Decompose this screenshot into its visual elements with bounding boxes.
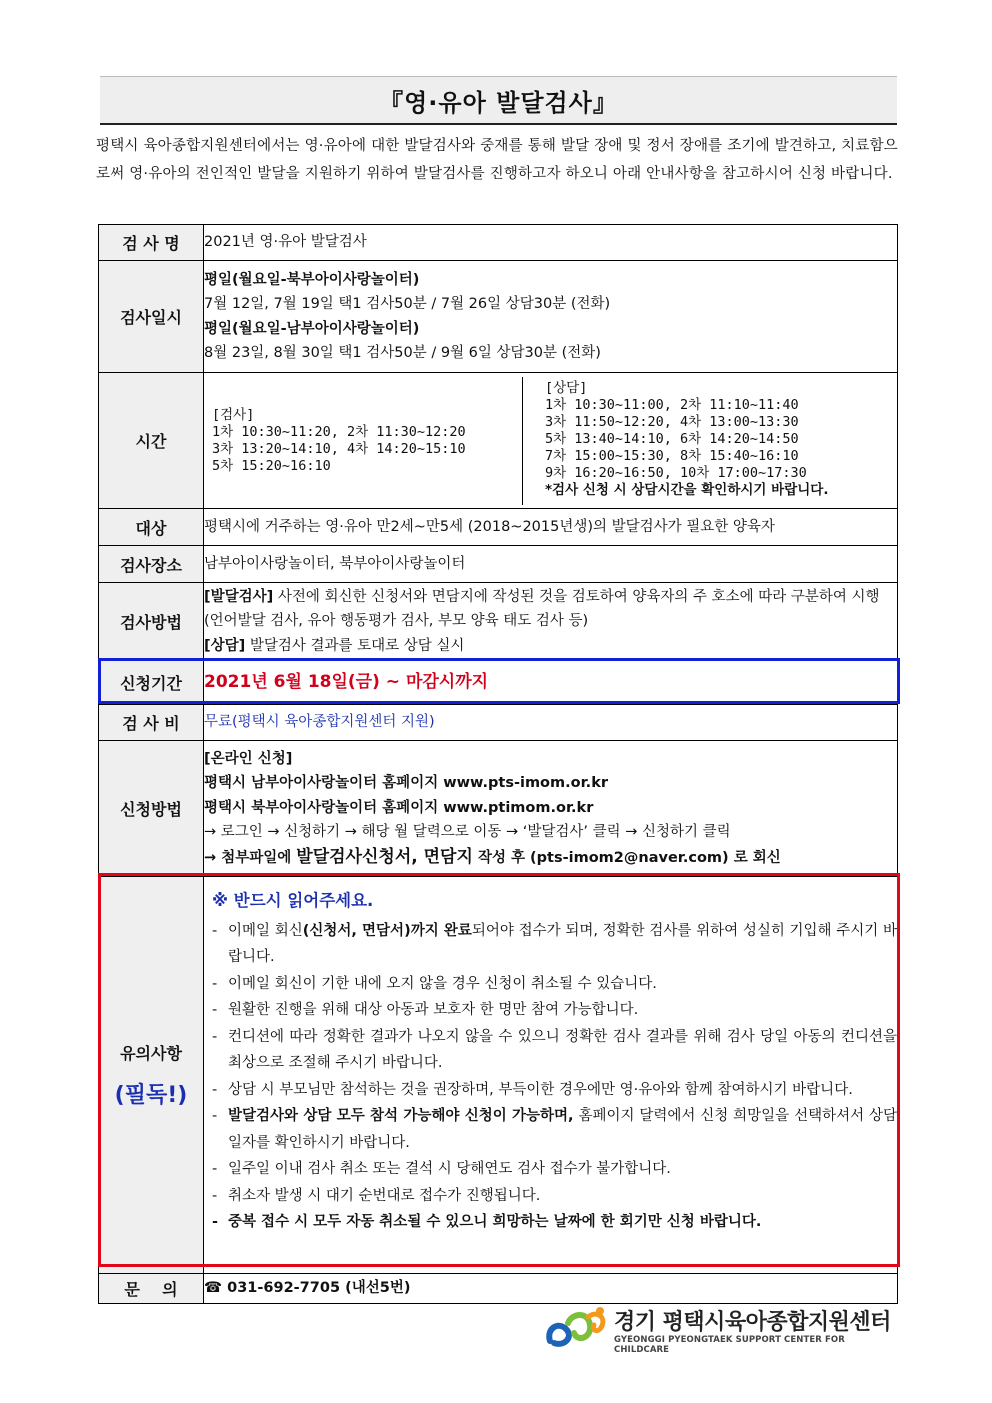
method-consult-text: 발달검사 결과를 토대로 상담 실시 [245, 637, 465, 654]
method-dev-text: 사전에 회신한 신청서와 면담지에 작성된 것을 검토하여 양육자의 주 호소에 따라 구분하여 시행(언어발달 검사, 유아 행동평가 검사, 부모 양육 태도 검사 등) [204, 588, 880, 630]
notice-label-sub: (필독!) [114, 1083, 188, 1108]
method-dev-tag: [발달검사] [204, 588, 274, 605]
value-fee: 무료(평택시 육아종합지원센터 지원) [204, 705, 898, 741]
value-contact: ☎ 031-692-7705 (내선5번) [204, 1274, 898, 1304]
value-notice [204, 877, 898, 1274]
apply-attach-files: 발달검사신청서, 면담지 [296, 846, 473, 867]
value-place: 남부아이사랑놀이터, 북부아이사랑놀이터 [204, 546, 898, 583]
exam-times [204, 377, 523, 505]
apply-online: [온라인 신청] [204, 750, 293, 767]
consult-times-header: [상담] [545, 379, 588, 396]
label-contact: 문 의 [99, 1274, 204, 1304]
consult-time-line: 5차 13:40~14:10, 6차 14:20~14:50 [545, 430, 799, 447]
notice-list [204, 918, 897, 1236]
value-time [204, 373, 898, 509]
value-target: 평택시에 거주하는 영·유아 만2세~만5세 (2018~2015년생)의 발달검사가 필요한 양육자 [204, 509, 898, 546]
row-place [99, 546, 898, 583]
row-exam-date [99, 261, 898, 373]
row-time [99, 373, 898, 509]
notice-item-1-bold: (신청서, 면담서)까지 완료 [302, 922, 472, 939]
row-contact [99, 1274, 898, 1304]
notice-item: - 컨디션에 따라 정확한 결과가 나오지 않을 수 있으니 정확한 검사 결과를 위해 검사 당일 아동의 컨디션을 최상으로 조절해 주시기 바랍니다. [204, 1024, 897, 1077]
row-notice [99, 877, 898, 1274]
label-fee: 검 사 비 [99, 705, 204, 741]
label-period: 신청기간 [99, 661, 204, 705]
label-target: 대상 [99, 509, 204, 546]
period-text: 2021년 6월 18일(금) ~ 마감시까지 [204, 671, 489, 692]
label-place: 검사장소 [99, 546, 204, 583]
value-exam-name: 2021년 영·유아 발달검사 [204, 225, 898, 261]
apply-north-link[interactable]: 평택시 북부아이사랑놀이터 홈페이지 www.ptimom.or.kr [204, 799, 594, 816]
notice-item: - 일주일 이내 검사 취소 또는 결석 시 당해연도 검사 접수가 불가합니다. [204, 1156, 897, 1183]
center-logo [544, 1303, 899, 1355]
row-target [99, 509, 898, 546]
value-method [204, 583, 898, 661]
notice-item: - 취소자 발생 시 대기 순번대로 접수가 진행됩니다. [204, 1183, 897, 1210]
notice-item-1-pre: 이메일 회신 [228, 922, 303, 939]
consult-time-line: 3차 11:50~12:20, 4차 13:00~13:30 [545, 413, 799, 430]
apply-attach-pre: → 첨부파일에 [204, 849, 297, 866]
label-exam-date: 검사일시 [99, 261, 204, 373]
row-apply [99, 741, 898, 877]
notice-item-6-post: 홈페이지 달력에서 신청 희망일을 선택하셔서 상담 일자를 확인하시기 바랍니다. [228, 1108, 897, 1151]
exam-time-line: 1차 10:30~11:20, 2차 11:30~12:20 [212, 423, 466, 440]
consult-time-line: 9차 16:20~16:50, 10차 17:00~17:30 [545, 464, 807, 481]
info-table [98, 224, 898, 1304]
apply-attach-post: 작성 후 (pts-imom2@naver.com) 로 회신 [472, 849, 781, 866]
center-logo-subtitle: GYEONGGI PYEONGTAEK SUPPORT CENTER FOR CHILDCARE [614, 1335, 845, 1355]
document-title-text: 『영·유아 발달검사』 [379, 88, 618, 117]
south-schedule-dates: 8월 23일, 8월 30일 택1 검사50분 / 9월 6일 상담30분 (전화) [204, 345, 601, 361]
notice-item [204, 1103, 897, 1156]
method-consult-tag: [상담] [204, 637, 246, 654]
value-apply [204, 741, 898, 877]
notice-item [204, 918, 897, 971]
notice-title: ※ 반드시 읽어주세요. [212, 891, 374, 910]
consult-times [523, 377, 897, 505]
label-method: 검사방법 [99, 583, 204, 661]
exam-time-line: 5차 15:20~16:10 [212, 457, 331, 474]
row-exam-name [99, 225, 898, 261]
notice-item: - 상담 시 부모님만 참석하는 것을 권장하며, 부득이한 경우에만 영·유아와 함께 참여하시기 바랍니다. [204, 1077, 897, 1104]
label-exam-name: 검 사 명 [99, 225, 204, 261]
intro-paragraph: 평택시 육아종합지원센터에서는 영·유아에 대한 발달검사와 중재를 통해 발달 장애 및 정서 장애를 조기에 발견하고, 치료함으로써 영·유아의 전인적인 발달을 지원하기 위하여 발달검사를 진행하고자 하오니 아래 안내사항을 참고하시어 신청 바랍니다. [96, 138, 898, 182]
north-schedule-title: 평일(월요일-북부아이사랑놀이터) [204, 271, 420, 288]
apply-steps: → 로그인 → 신청하기 → 해당 월 달력으로 이동 → ‘발달검사’ 클릭 → 신청하기 클릭 [204, 824, 731, 841]
consult-time-note: *검사 신청 시 상담시간을 확인하시기 바랍니다. [545, 481, 829, 498]
notice-item: - 중복 접수 시 모두 자동 취소될 수 있으니 희망하는 날짜에 한 회기만 신청 바랍니다. [204, 1209, 897, 1236]
consult-time-line: 1차 10:30~11:00, 2차 11:10~11:40 [545, 396, 799, 413]
label-notice [99, 877, 204, 1274]
row-period [99, 661, 898, 705]
notice-item-6-bold: 발달검사와 상담 모두 참석 가능해야 신청이 가능하며, [228, 1108, 574, 1124]
label-time: 시간 [99, 373, 204, 509]
notice-label: 유의사항 [120, 1044, 182, 1063]
exam-time-line: 3차 13:20~14:10, 4차 14:20~15:10 [212, 440, 466, 457]
notice-item-1-post: 되어야 접수가 되며, 정확한 검사를 위하여 성실히 기입해 주시기 바랍니다. [228, 922, 897, 965]
label-apply: 신청방법 [99, 741, 204, 877]
apply-south-link[interactable]: 평택시 남부아이사랑놀이터 홈페이지 www.pts-imom.or.kr [204, 775, 608, 792]
row-method [99, 583, 898, 661]
value-period [204, 661, 898, 705]
north-schedule-dates: 7월 12일, 7월 19일 택1 검사50분 / 7월 26일 상담30분 (전화) [204, 296, 611, 312]
south-schedule-title: 평일(월요일-남부아이사랑놀이터) [204, 320, 420, 337]
center-logo-name: 경기 평택시육아종합지원센터 [614, 1310, 891, 1335]
notice-item: - 이메일 회신이 기한 내에 오지 않을 경우 신청이 취소될 수 있습니다. [204, 971, 897, 998]
document-title [100, 76, 897, 125]
row-fee [99, 705, 898, 741]
value-exam-date [204, 261, 898, 373]
center-logo-icon [544, 1303, 610, 1351]
consult-time-line: 7차 15:00~15:30, 8차 15:40~16:10 [545, 447, 799, 464]
apply-attach [204, 845, 897, 871]
notice-item: - 원활한 진행을 위해 대상 아동과 보호자 한 명만 참여 가능합니다. [204, 997, 897, 1024]
exam-times-header: [검사] [212, 406, 255, 423]
